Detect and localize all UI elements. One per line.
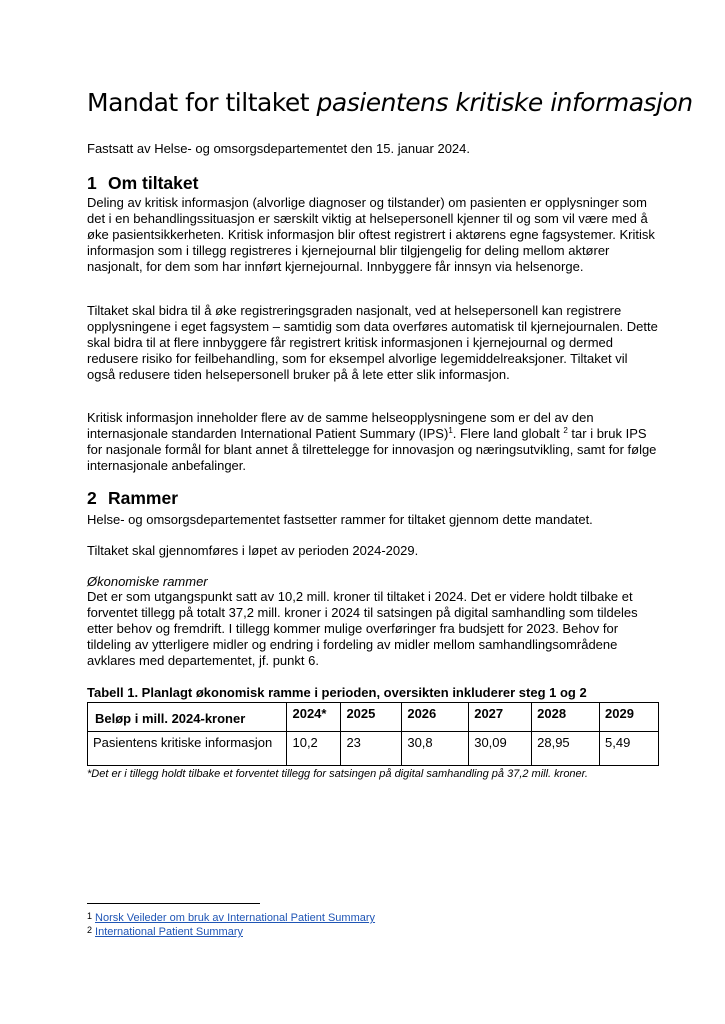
table-cell: 28,95 <box>532 732 600 766</box>
footnote-1-link[interactable]: Norsk Veileder om bruk av International Patient Summary <box>95 912 376 924</box>
table-header-cell: 2026 <box>402 703 469 732</box>
section-1-paragraph-3 <box>87 410 659 474</box>
section-2-title: Rammer <box>108 488 179 508</box>
footnote-2-mark: 2 <box>87 925 93 935</box>
section-2-paragraph-2: Tiltaket skal gjennomføres i løpet av perioden 2024-2029. <box>87 543 419 558</box>
table-header-cell: 2027 <box>469 703 532 732</box>
section-1-number: 1 <box>87 173 97 193</box>
table-header-cell: 2024* <box>287 703 341 732</box>
section-1-heading <box>87 172 198 194</box>
footnote-1-mark: 1 <box>87 911 93 921</box>
table-header-cell: Beløp i mill. 2024-kroner <box>88 703 287 732</box>
economic-frame-subheading: Økonomiske rammer <box>87 574 208 589</box>
table-header-cell: 2025 <box>341 703 402 732</box>
table-cell: 10,2 <box>287 732 341 766</box>
page-title <box>87 86 693 120</box>
title-emphasis: pasientens kritiske informasjon <box>316 88 693 117</box>
table-header-row <box>88 703 659 732</box>
footnote-separator <box>87 903 260 904</box>
section-1-paragraph-1: Deling av kritisk informasjon (alvorlige diagnoser og tilstander) om pasienten er opplysninger som det i en behandlingssituasjon er særskilt viktig at helsepersonell kjenner til og som vil være med å øke pasientsikkerheten. Kritisk informasjon blir oftest registrert i aktørens egne fagsystemer. Kritisk informasjon som i tillegg registreres i kjernejournal blir tilgjengelig for deling mellom aktører nasjonalt, for dem som har innført kjernejournal. Innbyggere får innsyn via helsenorge. <box>87 195 655 274</box>
paragraph-3-part-b: . Flere land globalt <box>452 426 564 441</box>
budget-table <box>87 702 659 766</box>
table-header-cell: 2028 <box>532 703 600 732</box>
table-cell: 30,8 <box>402 732 469 766</box>
footnote-ref-1[interactable]: 1 <box>448 426 453 435</box>
table-cell: 23 <box>341 732 402 766</box>
section-2-number: 2 <box>87 488 97 508</box>
section-2-paragraph-1: Helse- og omsorgsdepartementet fastsetter rammer for tiltaket gjennom dette mandatet. <box>87 512 593 527</box>
table-cell: 5,49 <box>600 732 659 766</box>
footnote-2 <box>87 923 243 939</box>
title-main: Mandat for tiltaket <box>87 88 317 117</box>
footnote-ref-2[interactable]: 2 <box>563 426 568 435</box>
section-1-title: Om tiltaket <box>108 173 199 193</box>
section-1-paragraph-2: Tiltaket skal bidra til å øke registreringsgraden nasjonalt, ved at helsepersonell kan registrere opplysningene i eget fagsystem – samtidig som data overføres automatisk til kjernejournalen. Dette skal bidra til at flere innbyggere får registrert kritisk informasjonen i kjernejournal og dermed redusere risiko for feilbehandling, som for eksempel alvorlige legemiddelreaksjoner. Tiltaket vil også redusere tiden helsepersonell bruker på å lete etter slik informasjon. <box>87 303 658 382</box>
table-cell: 30,09 <box>469 732 532 766</box>
paragraph-3-part-a: Kritisk informasjon inneholder flere av de samme helseopplysningene som er del av den internasjonale standarden International Patient Summary (IPS) <box>87 410 594 441</box>
table-note: *Det er i tillegg holdt tilbake et forventet tillegg for satsingen på digital samhandling på 37,2 mill. kroner. <box>87 768 588 780</box>
table-caption: Tabell 1. Planlagt økonomisk ramme i perioden, oversikten inkluderer steg 1 og 2 <box>87 685 587 700</box>
section-2-heading <box>87 487 178 509</box>
table-row <box>88 732 659 766</box>
intro-text: Fastsatt av Helse- og omsorgsdepartementet den 15. januar 2024. <box>87 141 470 156</box>
table-cell: Pasientens kritiske informasjon <box>88 732 287 766</box>
footnote-2-link[interactable]: International Patient Summary <box>95 926 243 938</box>
table-header-cell: 2029 <box>600 703 659 732</box>
section-2-paragraph-3: Det er som utgangspunkt satt av 10,2 mill. kroner til tiltaket i 2024. Det er videre holdt tilbake et forventet tillegg på totalt 37,2 mill. kroner i 2024 til satsingen på digital samhandling som tildeles etter behov og fremdrift. I tillegg kommer mulige overføringer fra budsjett for 2023. Behov for tildeling av ytterligere midler og endring i fordeling av midler mellom samhandlingsområdene avklares med departementet, jf. punkt 6. <box>87 589 638 668</box>
paragraph-3-part-c: tar i bruk IPS for nasjonale formål for blant annet å tilrettelegge for innovasjon og næringsutvikling, samt for følge internasjonale anbefalinger. <box>87 426 657 473</box>
